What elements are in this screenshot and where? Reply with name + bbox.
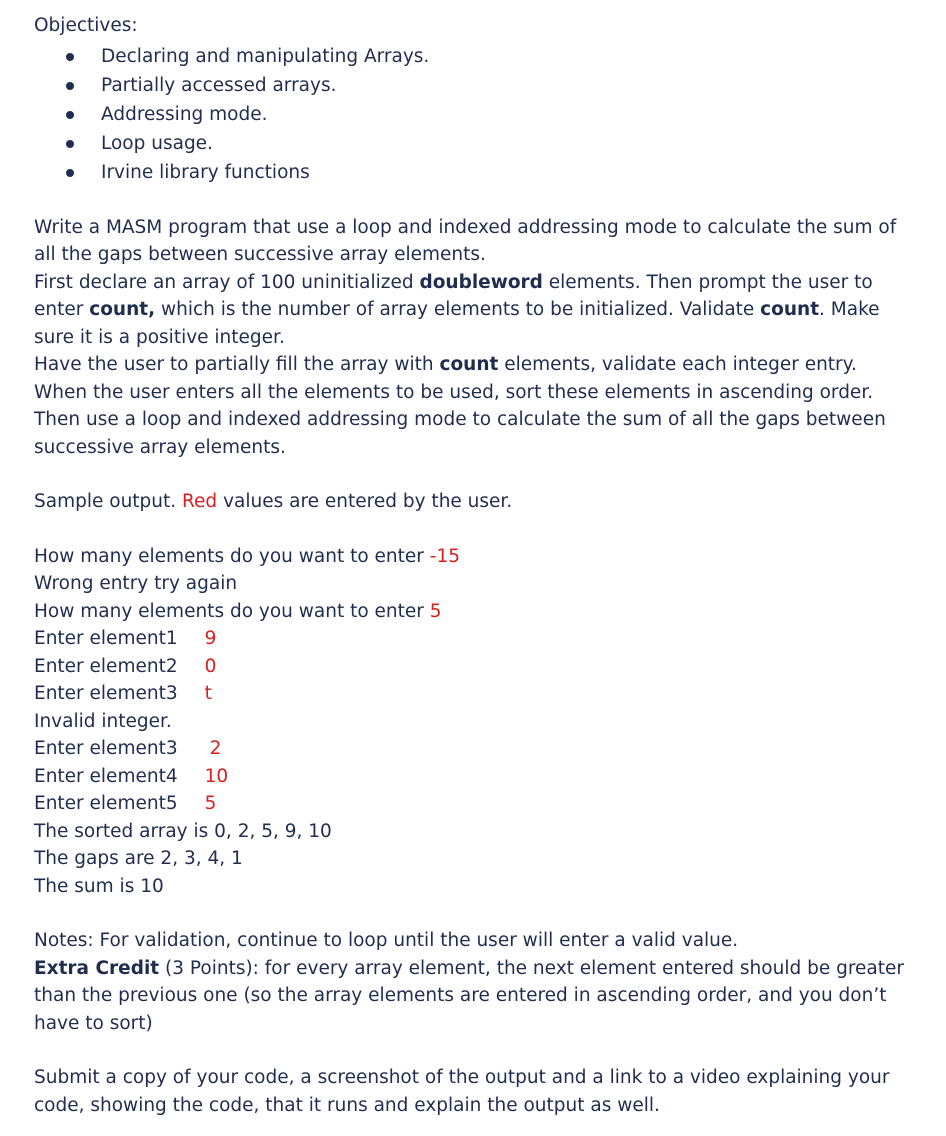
user-input: 5 xyxy=(204,793,217,814)
bullet-icon xyxy=(66,140,74,148)
user-input: -15 xyxy=(429,545,460,567)
output-line: Enter element5 5 xyxy=(34,793,217,814)
user-input: 9 xyxy=(204,628,217,649)
output-line: How many elements do you want to enter 5 xyxy=(34,600,442,622)
task-paragraph-3: Have the user to partially fill the array with count elements, validate each integer entry. xyxy=(34,354,857,375)
bullet-icon xyxy=(66,111,74,119)
output-line: Enter element2 0 xyxy=(34,655,217,677)
submit-instructions: Submit a copy of your code, a screenshot of the output and a link to a video explaining your code, showing the code, that it runs and explain the output as well. xyxy=(34,1067,890,1116)
bullet-icon xyxy=(66,169,74,177)
user-input: 5 xyxy=(429,600,442,622)
list-item: Partially accessed arrays. xyxy=(34,71,946,100)
notes-validation: Notes: For validation, continue to loop until the user will enter a valid value. xyxy=(34,930,739,951)
task-paragraph-5: Then use a loop and indexed addressing mode to calculate the sum of all the gaps between successive array elements. xyxy=(34,409,886,458)
task-paragraph-1: Write a MASM program that use a loop and indexed addressing mode to calculate the sum of all the gaps between successive array elements. xyxy=(34,216,897,265)
notes-extra-credit: Extra Credit (3 Points): for every array element, the next element entered should be greater than the previous one (so the array elements are entered in ascending order, and you don’t have to sort) xyxy=(34,957,904,1034)
objectives-list xyxy=(34,42,946,187)
sample-output xyxy=(34,543,946,901)
output-line: Enter element1 9 xyxy=(34,628,217,649)
user-input: 2 xyxy=(209,738,222,759)
list-item: Declaring and manipulating Arrays. xyxy=(34,42,946,71)
output-line: Wrong entry try again xyxy=(34,573,238,594)
user-input: t xyxy=(204,683,212,704)
user-input: 0 xyxy=(204,655,217,677)
objectives-heading: Objectives: xyxy=(34,15,138,36)
list-item: Addressing mode. xyxy=(34,100,946,129)
bullet-icon xyxy=(66,82,74,90)
output-line: The sorted array is 0, 2, 5, 9, 10 xyxy=(34,820,332,842)
list-item: Loop usage. xyxy=(34,129,946,158)
task-paragraph-2: First declare an array of 100 uninitialized doubleword elements. Then prompt the user to enter count, which is the number of array elements to be initialized. Validate count. Make sure it is a positive integer. xyxy=(34,271,880,348)
output-line: How many elements do you want to enter -15 xyxy=(34,545,460,567)
task-paragraph-4: When the user enters all the elements to be used, sort these elements in ascending order. xyxy=(34,381,874,403)
output-line: The gaps are 2, 3, 4, 1 xyxy=(34,848,243,869)
bullet-icon xyxy=(66,53,74,61)
output-line: Enter element4 10 xyxy=(34,765,229,787)
sample-intro: Sample output. Red values are entered by the user. xyxy=(34,491,513,512)
output-line: Enter element3 t xyxy=(34,683,212,704)
notes xyxy=(34,927,914,1037)
output-line: Enter element3 2 xyxy=(34,738,222,759)
task-description xyxy=(34,214,914,462)
list-item: Irvine library functions xyxy=(34,158,946,187)
user-input: 10 xyxy=(204,765,229,787)
output-line: Invalid integer. xyxy=(34,710,172,732)
output-line: The sum is 10 xyxy=(34,875,164,897)
